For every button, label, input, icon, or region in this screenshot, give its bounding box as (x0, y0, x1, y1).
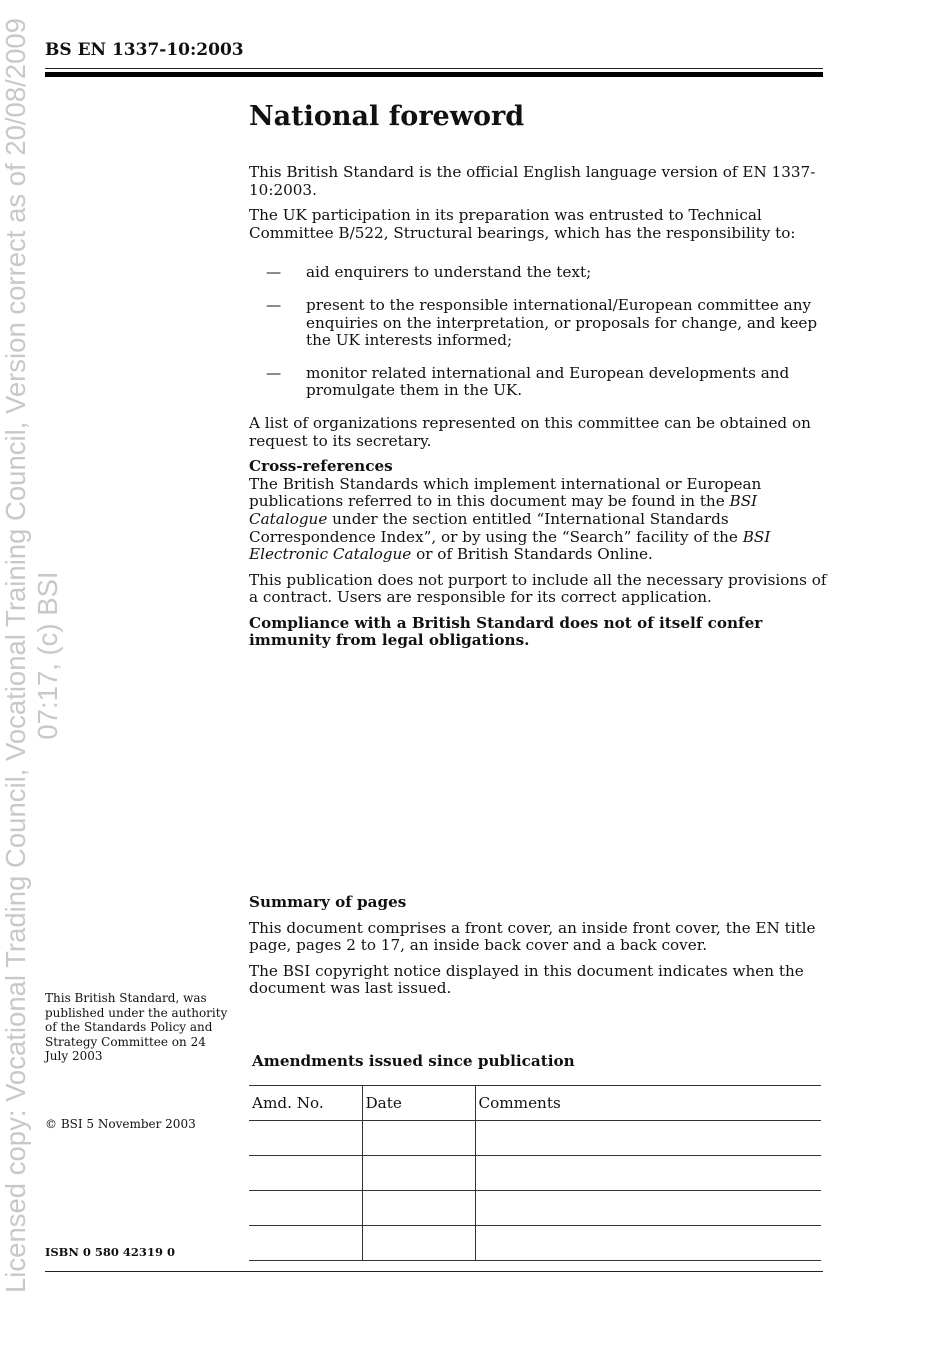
copyright-note: © BSI 5 November 2003 (45, 1117, 196, 1131)
isbn-number: ISBN 0 580 42319 0 (45, 1245, 175, 1259)
table-cell (475, 1156, 821, 1191)
table-cell (475, 1191, 821, 1226)
summary-section (249, 894, 827, 1006)
summary-heading: Summary of pages (249, 893, 407, 911)
amendments-title: Amendments issued since publication (252, 1052, 575, 1070)
cross-ref-text-3: or of British Standards Online. (411, 545, 653, 564)
responsibility-list (249, 264, 827, 400)
table-cell (475, 1121, 821, 1156)
header-rule-thin (45, 68, 823, 69)
table-cell (249, 1191, 362, 1226)
compliance-statement: Compliance with a British Standard does not of itself confer immunity from legal obligations. (249, 613, 763, 650)
license-watermark: Licensed copy: Vocational Trading Council, Vocational Training Council, Version correct as of 20/08/2009 07:17, (c) BSI (0, 18, 63, 1293)
list-item-text: aid enquirers to understand the text; (306, 263, 592, 282)
table-cell (362, 1226, 475, 1261)
list-item (249, 297, 827, 350)
list-item (249, 365, 827, 400)
table-cell (249, 1226, 362, 1261)
cross-references-heading: Cross-references (249, 457, 393, 476)
document-id: BS EN 1337-10:2003 (45, 40, 244, 60)
column-header-comments: Comments (475, 1086, 821, 1121)
summary-paragraph-2: The BSI copyright notice displayed in this document indicates when the document was last issued. (249, 961, 804, 998)
table-cell (362, 1191, 475, 1226)
column-header-date: Date (362, 1086, 475, 1121)
table-cell (249, 1121, 362, 1156)
column-header-amd-no: Amd. No. (249, 1086, 362, 1121)
amendments-table (249, 1085, 821, 1261)
table-header-row (249, 1086, 821, 1121)
cross-ref-text-1: The British Standards which implement international or European publications referred to in this document may be found in the (249, 474, 762, 511)
list-item-text: monitor related international and European developments and promulgate them in the UK. (306, 363, 790, 400)
table-row (249, 1156, 821, 1191)
table-cell (362, 1156, 475, 1191)
intro-paragraph-2: The UK participation in its preparation was entrusted to Technical Committee B/522, Structural bearings, which has the responsibility to: (249, 206, 796, 242)
dash-marker: — (266, 363, 282, 382)
table-row (249, 1121, 821, 1156)
bsi-electronic-catalogue-title: BSI Electronic Catalogue (249, 527, 771, 564)
dash-marker: — (266, 295, 282, 314)
bsi-catalogue-title: BSI Catalogue (249, 492, 758, 528)
cross-ref-text-2: under the section entitled “International Standards Correspondence Index”, or by using the “Search” facility of the (249, 509, 743, 546)
intro-paragraph-1: This British Standard is the official English language version of EN 1337-10:2003. (249, 163, 816, 199)
summary-paragraph-1: This document comprises a front cover, an inside front cover, the EN title page, pages 2 to 17, an inside back cover and a back cover. (249, 918, 816, 955)
header-rule-thick (45, 72, 823, 77)
table-row (249, 1226, 821, 1261)
table-row (249, 1191, 821, 1226)
page-title: National foreword (249, 101, 525, 132)
footer-rule (45, 1271, 823, 1272)
list-item (249, 264, 827, 282)
table-cell (475, 1226, 821, 1261)
publication-note: This British Standard, was published under the authority of the Standards Policy and Strategy Committee on 24 July 2003 (45, 991, 228, 1063)
cross-references-paragraph (249, 476, 827, 564)
table-cell (362, 1121, 475, 1156)
foreword-body (249, 164, 827, 658)
dash-marker: — (266, 263, 282, 282)
committee-list-paragraph: A list of organizations represented on this committee can be obtained on request to its secretary. (249, 413, 811, 450)
table-cell (249, 1156, 362, 1191)
list-item-text: present to the responsible international/European committee any enquiries on the interpretation, or proposals for change, and keep the UK interests informed; (306, 295, 818, 350)
provisions-paragraph: This publication does not purport to include all the necessary provisions of a contract. Users are responsible for its correct application. (249, 570, 827, 607)
